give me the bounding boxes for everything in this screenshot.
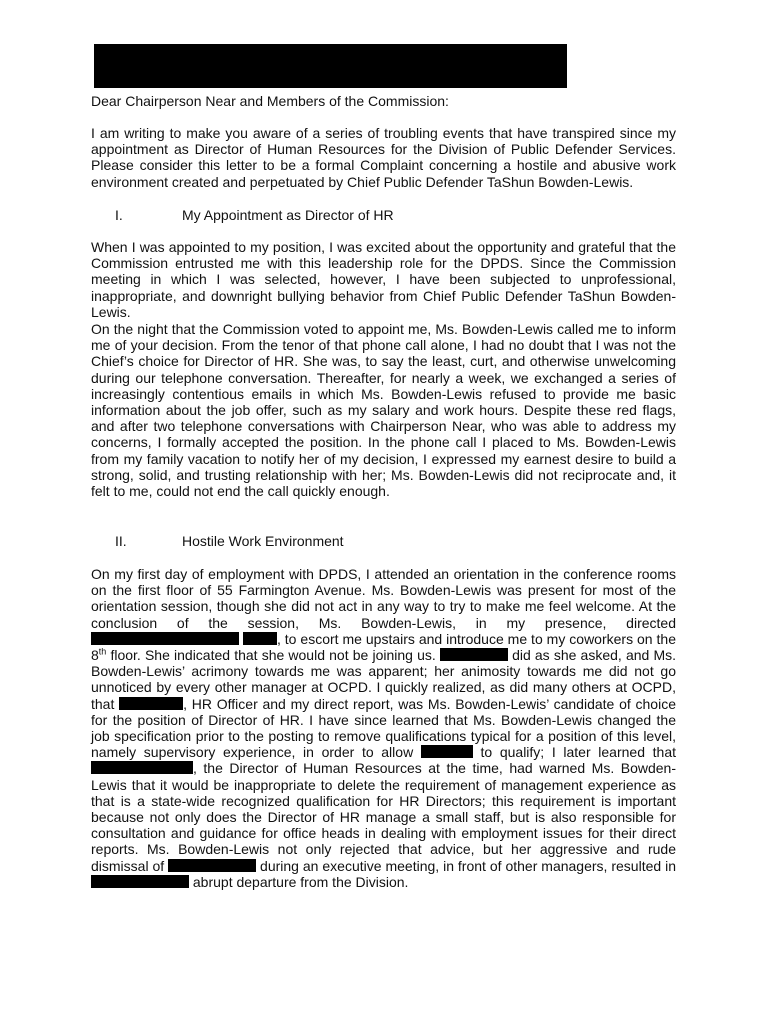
- text-segment: , the Director of Human Resources at the time, had warned Ms. Bowden-Lewis that it would be inappropriate to delete the requirement of management experience as that is a state-wide recognized qualification for HR Directors; this requirement is important because not only does the Director of HR manage a small staff, but is also responsible for consultation and guidance for office heads in dealing with employment issues for their direct reports. Ms. Bowden-Lewis not only rejected that advice, but her aggressive and rude dismissal of: [91, 760, 676, 874]
- section-title: Hostile Work Environment: [182, 533, 344, 549]
- redaction: [243, 632, 277, 645]
- redaction: [168, 859, 256, 872]
- text-segment: during an executive meeting, in front of other managers, resulted in: [256, 857, 676, 874]
- intro-paragraph: I am writing to make you aware of a series of troubling events that have transpired since my appointment as Director of Human Resources for the Division of Public Defender Services. Please consider this letter to be a formal Complaint concerning a hostile and abusive work environment created and perpetuated by Chief Public Defender TaShun Bowden-Lewis.: [91, 125, 676, 190]
- text-segment: abrupt departure from the Division.: [189, 873, 409, 890]
- section-title: My Appointment as Director of HR: [182, 207, 394, 223]
- paragraph: On the night that the Commission voted to appoint me, Ms. Bowden-Lewis called me to inform me of your decision. From the tenor of that phone call alone, I had no doubt that I was not the Chief’s choice for Director of HR. She was, to say the least, curt, and otherwise unwelcoming during our telephone conversation. Thereafter, for nearly a week, we exchanged a series of increasingly contentious emails in which Ms. Bowden-Lewis refused to provide me basic information about the job offer, such as my salary and work hours. Despite these red flags, and after two telephone conversations with Chairperson Near, who was able to address my concerns, I formally accepted the position. In the phone call I placed to Ms. Bowden-Lewis from my family vacation to notify her of my decision, I expressed my earnest desire to build a strong, solid, and trusting relationship with her; Ms. Bowden-Lewis did not reciprocate and, it felt to me, could not end the call quickly enough.: [91, 321, 676, 500]
- redaction: [91, 632, 239, 645]
- redaction: [91, 761, 193, 774]
- section-number: II.: [115, 533, 127, 549]
- section-heading-1: [91, 207, 394, 223]
- text-segment: , HR Officer and my direct report, was Ms. Bowden-Lewis’ candidate of choice for the position of Director of HR. I have since learned that Ms. Bowden-Lewis changed the job specification prior to the posting to remove qualifications typical for a position of this level, namely supervisory experience, in order to allow: [91, 695, 676, 761]
- header-redaction: [94, 44, 567, 88]
- redaction: [119, 697, 183, 710]
- salutation: Dear Chairperson Near and Members of the Commission:: [91, 93, 449, 109]
- redaction: [421, 745, 473, 758]
- text-segment: , to escort me upstairs and introduce me to my coworkers on the 8: [91, 630, 677, 664]
- redaction: [440, 648, 508, 661]
- text-segment: did as she asked, and Ms. Bowden-Lewis’ acrimony towards me was apparent; her animosity towards me did not go unnoticed by every other manager at OCPD. I quickly realized, as did many others at OCPD, that: [91, 647, 676, 712]
- superscript: th: [98, 646, 107, 657]
- text-segment: On my first day of employment with DPDS, I attended an orientation in the conference rooms on the first floor of 55 Farmington Avenue. Ms. Bowden-Lewis was present for most of the orientation session, though she did not act in any way to try to make me feel welcome. At the conclusion of the session, Ms. Bowden-Lewis, in my presence, directed: [91, 566, 676, 631]
- text-segment: to qualify; I later learned that: [472, 744, 676, 761]
- paragraph-hostile-work: [91, 566, 676, 890]
- paragraph: When I was appointed to my position, I was excited about the opportunity and grateful that the Commission entrusted me with this leadership role for the DPDS. Since the Commission meeting in which I was selected, however, I have been subjected to unprofessional, inappropriate, and downright bullying behavior from Chief Public Defender TaShun Bowden-Lewis.: [91, 239, 676, 320]
- redaction: [91, 875, 189, 888]
- section-heading-2: [91, 533, 344, 549]
- text-segment: floor. She indicated that she would not be joining us.: [106, 647, 436, 664]
- section-number: I.: [115, 207, 123, 223]
